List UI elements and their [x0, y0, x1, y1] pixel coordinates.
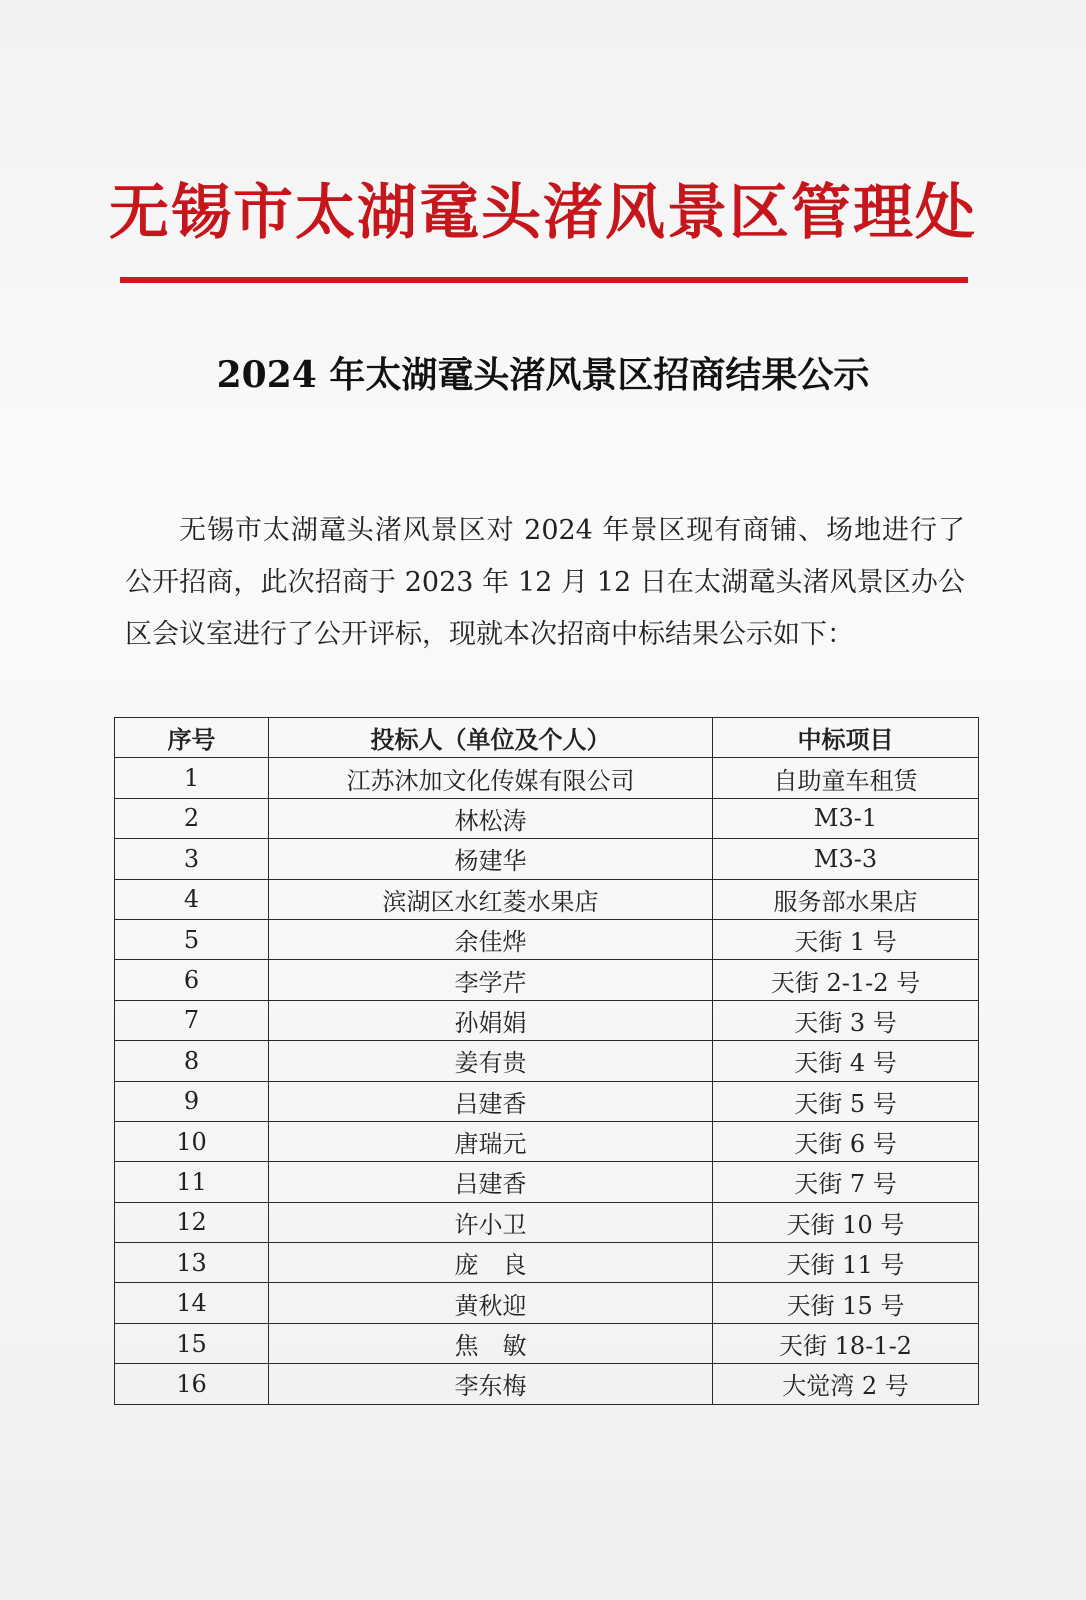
header-seq: 序号	[115, 718, 269, 758]
cell-bidder: 李东梅	[269, 1364, 713, 1404]
cell-bidder: 黄秋迎	[269, 1283, 713, 1323]
cell-seq: 9	[115, 1081, 269, 1121]
header-project: 中标项目	[713, 718, 979, 758]
cell-seq: 5	[115, 919, 269, 959]
cell-bidder: 滨湖区水红菱水果店	[269, 879, 713, 919]
cell-bidder: 孙娟娟	[269, 1000, 713, 1040]
cell-seq: 4	[115, 879, 269, 919]
table-row	[115, 919, 979, 959]
cell-project: 天街 2-1-2 号	[713, 960, 979, 1000]
table-row	[115, 1243, 979, 1283]
cell-bidder: 庞 良	[269, 1243, 713, 1283]
cell-bidder: 林松涛	[269, 798, 713, 838]
cell-bidder: 许小卫	[269, 1202, 713, 1242]
table-row	[115, 1202, 979, 1242]
table-row	[115, 1121, 979, 1161]
cell-project: 天街 7 号	[713, 1162, 979, 1202]
cell-project: 自助童车租赁	[713, 758, 979, 798]
cell-seq: 1	[115, 758, 269, 798]
letterhead-red-rule	[120, 277, 968, 283]
cell-seq: 14	[115, 1283, 269, 1323]
cell-seq: 11	[115, 1162, 269, 1202]
cell-bidder: 吕建香	[269, 1081, 713, 1121]
table-row	[115, 1041, 979, 1081]
table-row	[115, 960, 979, 1000]
table-row	[115, 1283, 979, 1323]
cell-bidder: 李学芹	[269, 960, 713, 1000]
table-row	[115, 1081, 979, 1121]
cell-project: 天街 4 号	[713, 1041, 979, 1081]
cell-project: 天街 3 号	[713, 1000, 979, 1040]
table-row	[115, 758, 979, 798]
results-table	[114, 717, 979, 1405]
table-row	[115, 798, 979, 838]
document-title: 2024 年太湖鼋头渚风景区招商结果公示	[216, 354, 870, 396]
cell-bidder: 焦 敏	[269, 1323, 713, 1363]
table-row	[115, 1000, 979, 1040]
cell-project: 天街 6 号	[713, 1121, 979, 1161]
table-row	[115, 1162, 979, 1202]
cell-project: 天街 5 号	[713, 1081, 979, 1121]
header-bidder: 投标人（单位及个人）	[269, 718, 713, 758]
table-row	[115, 1323, 979, 1363]
cell-bidder: 吕建香	[269, 1162, 713, 1202]
cell-project: 天街 18-1-2	[713, 1323, 979, 1363]
table-row	[115, 839, 979, 879]
cell-bidder: 唐瑞元	[269, 1121, 713, 1161]
cell-seq: 6	[115, 960, 269, 1000]
table-row	[115, 1364, 979, 1404]
cell-bidder: 杨建华	[269, 839, 713, 879]
cell-bidder: 余佳烨	[269, 919, 713, 959]
cell-seq: 12	[115, 1202, 269, 1242]
cell-project: M3-3	[713, 839, 979, 879]
table-row	[115, 879, 979, 919]
cell-seq: 16	[115, 1364, 269, 1404]
cell-seq: 2	[115, 798, 269, 838]
intro-paragraph: 无锡市太湖鼋头渚风景区对 2024 年景区现有商铺、场地进行了公开招商，此次招商于 2023 年 12 月 12 日在太湖鼋头渚风景区办公区会议室进行了公开评标，现就本次招商中标结果公示如下：	[125, 515, 965, 650]
cell-project: 天街 10 号	[713, 1202, 979, 1242]
cell-seq: 8	[115, 1041, 269, 1081]
table-header-row	[115, 718, 979, 758]
cell-project: 服务部水果店	[713, 879, 979, 919]
cell-project: 天街 1 号	[713, 919, 979, 959]
cell-seq: 7	[115, 1000, 269, 1040]
cell-seq: 10	[115, 1121, 269, 1161]
cell-bidder: 姜有贵	[269, 1041, 713, 1081]
cell-project: 天街 11 号	[713, 1243, 979, 1283]
org-letterhead-title: 无锡市太湖鼋头渚风景区管理处	[109, 178, 977, 248]
cell-seq: 15	[115, 1323, 269, 1363]
cell-project: 大觉湾 2 号	[713, 1364, 979, 1404]
cell-bidder: 江苏沐加文化传媒有限公司	[269, 758, 713, 798]
cell-project: M3-1	[713, 798, 979, 838]
cell-project: 天街 15 号	[713, 1283, 979, 1323]
cell-seq: 13	[115, 1243, 269, 1283]
cell-seq: 3	[115, 839, 269, 879]
